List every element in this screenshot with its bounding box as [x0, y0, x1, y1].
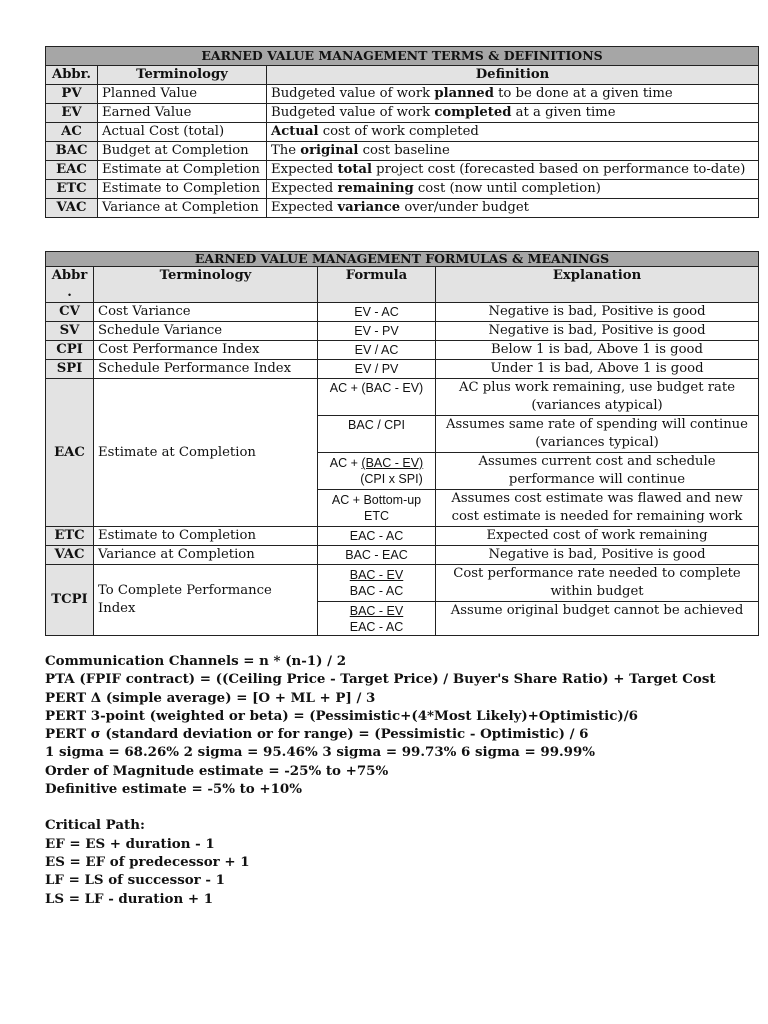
- explanation-cell: Expected cost of work remaining: [436, 527, 759, 546]
- formula-prefix: AC +: [329, 456, 362, 470]
- note-line: PERT σ (standard deviation or for range) = (Pessimistic - Optimistic) / 6: [45, 726, 589, 743]
- formula-cell: EAC - AC: [318, 527, 436, 546]
- definition-text: cost baseline: [358, 143, 450, 158]
- abbr-cell: ETC: [46, 180, 98, 199]
- formula-notes: [45, 652, 759, 908]
- definition-text: Budgeted value of work: [271, 105, 435, 120]
- definition-text: Expected: [271, 181, 338, 196]
- definition-cell: [267, 85, 759, 104]
- formula-cell: EV - PV: [318, 322, 436, 341]
- explanation-cell: Negative is bad, Positive is good: [436, 546, 759, 565]
- term-cell: To Complete Performance Index: [94, 565, 318, 636]
- definition-text: The: [271, 143, 301, 158]
- term-cell: Estimate to Completion: [98, 180, 267, 199]
- formula-cell: [318, 565, 436, 602]
- note-line: Definitive estimate = -5% to +10%: [45, 781, 302, 798]
- abbr-cell: EV: [46, 104, 98, 123]
- formula-cell: [318, 602, 436, 636]
- abbr-cell: EAC: [46, 161, 98, 180]
- definition-cell: [267, 161, 759, 180]
- definition-text: Expected: [271, 200, 338, 215]
- explanation-cell: Negative is bad, Positive is good: [436, 322, 759, 341]
- abbr-cell: VAC: [46, 546, 94, 565]
- definition-cell: [267, 104, 759, 123]
- term-cell: Earned Value: [98, 104, 267, 123]
- definition-text: Budgeted value of work: [271, 86, 435, 101]
- definition-text: project cost (forecasted based on performance to-date): [371, 162, 746, 177]
- abbr-cell: BAC: [46, 142, 98, 161]
- formula-cell: AC + (BAC - EV): [318, 379, 436, 416]
- terms-table-body: [46, 85, 759, 218]
- explanation-cell: Negative is bad, Positive is good: [436, 303, 759, 322]
- column-header: Formula: [318, 267, 436, 303]
- term-cell: Cost Variance: [94, 303, 318, 322]
- formulas-table: [45, 251, 759, 636]
- term-cell: Estimate to Completion: [94, 527, 318, 546]
- column-header: Explanation: [436, 267, 759, 303]
- table-row: [46, 142, 759, 161]
- table-row-cpi: [46, 341, 759, 360]
- formula-cell: AC + Bottom-up ETC: [318, 490, 436, 527]
- column-header: Terminology: [94, 267, 318, 303]
- definition-emphasis: planned: [434, 86, 494, 101]
- term-cell: Budget at Completion: [98, 142, 267, 161]
- formulas-table-title: EARNED VALUE MANAGEMENT FORMULAS & MEANINGS: [46, 252, 759, 267]
- definition-text: at a given time: [511, 105, 616, 120]
- definition-text: Expected: [271, 162, 338, 177]
- table-row-vac: [46, 546, 759, 565]
- explanation-cell: Assumes current cost and schedule performance will continue: [436, 453, 759, 490]
- abbr-cell: PV: [46, 85, 98, 104]
- term-cell: Planned Value: [98, 85, 267, 104]
- terms-table-title: EARNED VALUE MANAGEMENT TERMS & DEFINITIONS: [46, 47, 759, 66]
- term-cell: Estimate at Completion: [94, 379, 318, 527]
- definition-emphasis: remaining: [337, 181, 414, 196]
- abbr-cell: CV: [46, 303, 94, 322]
- definition-emphasis: original: [300, 143, 359, 158]
- abbr-cell: ETC: [46, 527, 94, 546]
- column-header: Definition: [267, 66, 759, 85]
- note-line: PERT Δ (simple average) = [O + ML + P] / 3: [45, 689, 376, 706]
- terms-table: [45, 46, 759, 218]
- table-row-spi: [46, 360, 759, 379]
- formula-cell: EV / PV: [318, 360, 436, 379]
- term-cell: Actual Cost (total): [98, 123, 267, 142]
- formula-numerator: BAC - EV: [349, 568, 404, 582]
- formula-numerator: BAC - EV: [349, 603, 404, 618]
- term-cell: Estimate at Completion: [98, 161, 267, 180]
- abbr-cell: SV: [46, 322, 94, 341]
- spacer: [45, 798, 759, 816]
- definition-emphasis: variance: [337, 200, 401, 215]
- term-cell: Variance at Completion: [98, 199, 267, 218]
- definition-text: to be done at a given time: [493, 86, 673, 101]
- definition-cell: [267, 180, 759, 199]
- definition-emphasis: completed: [434, 105, 512, 120]
- note-line: 1 sigma = 68.26% 2 sigma = 95.46% 3 sigma = 99.73% 6 sigma = 99.99%: [45, 744, 596, 761]
- note-line: Communication Channels = n * (n-1) / 2: [45, 653, 347, 669]
- formula-numerator: (BAC - EV): [361, 456, 424, 470]
- table-row: [46, 199, 759, 218]
- table-row: [46, 123, 759, 142]
- abbr-cell: AC: [46, 123, 98, 142]
- column-header: Abbr .: [46, 267, 94, 303]
- abbr-cell: EAC: [46, 379, 94, 527]
- definition-text: over/under budget: [400, 200, 529, 215]
- definition-emphasis: total: [337, 162, 372, 177]
- term-cell: Schedule Performance Index: [94, 360, 318, 379]
- term-cell: Variance at Completion: [94, 546, 318, 565]
- definition-emphasis: Actual: [271, 124, 319, 139]
- formula-cell: EV / AC: [318, 341, 436, 360]
- table-row-tcpi: [46, 565, 759, 602]
- definition-cell: [267, 123, 759, 142]
- explanation-cell: Cost performance rate needed to complete within budget: [436, 565, 759, 602]
- critical-path-line: LF = LS of successor - 1: [45, 872, 225, 889]
- explanation-cell: Under 1 is bad, Above 1 is good: [436, 360, 759, 379]
- definition-text: cost of work completed: [318, 124, 479, 139]
- formula-denominator: EAC - AC: [349, 619, 404, 634]
- formula-cell: [318, 453, 436, 490]
- critical-path-line: LS = LF - duration + 1: [45, 890, 214, 907]
- critical-path-line: ES = EF of predecessor + 1: [45, 853, 250, 870]
- explanation-cell: Assume original budget cannot be achieved: [436, 602, 759, 636]
- definition-cell: [267, 142, 759, 161]
- table-row: [46, 104, 759, 123]
- note-line: Order of Magnitude estimate = -25% to +75%: [45, 762, 389, 779]
- term-cell: Cost Performance Index: [94, 341, 318, 360]
- abbr-cell: SPI: [46, 360, 94, 379]
- table-row-etc: [46, 527, 759, 546]
- term-cell: Schedule Variance: [94, 322, 318, 341]
- table-row: [46, 180, 759, 199]
- formula-denominator: (CPI x SPI): [360, 472, 423, 486]
- column-header: Abbr.: [46, 66, 98, 85]
- table-row: [46, 161, 759, 180]
- definition-text: cost (now until completion): [413, 181, 601, 196]
- formula-cell: BAC - EAC: [318, 546, 436, 565]
- formula-cell: BAC / CPI: [318, 416, 436, 453]
- table-row-eac: [46, 379, 759, 416]
- abbr-cell: CPI: [46, 341, 94, 360]
- table-row-sv: [46, 322, 759, 341]
- explanation-cell: Assumes cost estimate was flawed and new cost estimate is needed for remaining work: [436, 490, 759, 527]
- formula-cell: EV - AC: [318, 303, 436, 322]
- table-row: [46, 85, 759, 104]
- abbr-cell: VAC: [46, 199, 98, 218]
- critical-path-line: EF = ES + duration - 1: [45, 835, 215, 852]
- abbr-cell: TCPI: [46, 565, 94, 636]
- critical-path-heading: Critical Path:: [45, 817, 145, 834]
- note-line: PERT 3-point (weighted or beta) = (Pessimistic+(4*Most Likely)+Optimistic)/6: [45, 707, 638, 724]
- column-header: Terminology: [98, 66, 267, 85]
- formula-denominator: BAC - AC: [349, 584, 404, 598]
- explanation-cell: Assumes same rate of spending will continue (variances typical): [436, 416, 759, 453]
- explanation-cell: Below 1 is bad, Above 1 is good: [436, 341, 759, 360]
- note-line: PTA (FPIF contract) = ((Ceiling Price - Target Price) / Buyer's Share Ratio) + Target Cost: [45, 671, 716, 688]
- explanation-cell: AC plus work remaining, use budget rate (variances atypical): [436, 379, 759, 416]
- table-row-cv: [46, 303, 759, 322]
- definition-cell: [267, 199, 759, 218]
